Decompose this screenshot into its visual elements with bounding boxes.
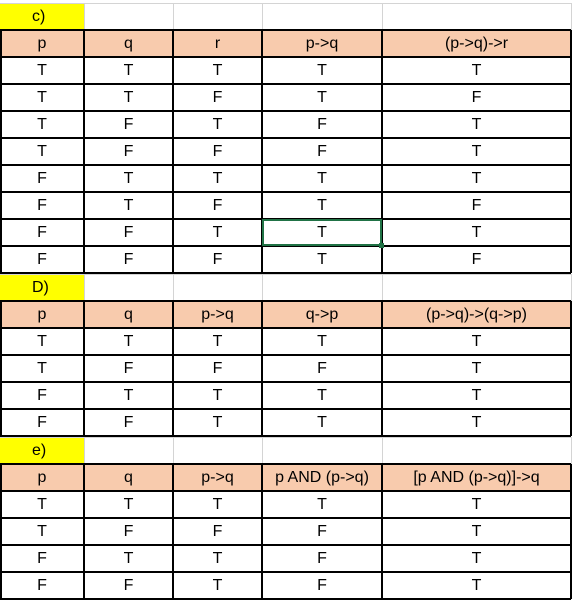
table-cell[interactable]: T — [471, 223, 482, 241]
column-header[interactable]: q — [84, 464, 173, 491]
column-header[interactable]: (p->q)->r — [382, 30, 571, 57]
table-cell[interactable]: F — [37, 169, 47, 187]
table-cell[interactable]: F — [212, 250, 223, 268]
table-cell[interactable]: T — [37, 359, 47, 377]
table-cell[interactable]: T — [212, 576, 223, 594]
table-cell[interactable]: T — [471, 61, 482, 79]
table-cell[interactable]: T — [212, 61, 223, 79]
table-cell[interactable]: F — [471, 196, 482, 214]
table-cell[interactable]: T — [123, 169, 134, 187]
column-header[interactable]: q->p — [262, 301, 382, 328]
table-cell[interactable]: T — [471, 495, 482, 513]
table-cell[interactable]: T — [37, 61, 47, 79]
table-cell[interactable]: T — [317, 413, 327, 431]
section-label[interactable]: D) — [0, 274, 84, 301]
table-cell[interactable]: F — [212, 522, 223, 540]
table-cell[interactable]: F — [317, 549, 327, 567]
table-cell[interactable]: F — [123, 576, 134, 594]
table-cell[interactable]: T — [212, 115, 223, 133]
table-cell[interactable]: T — [317, 332, 327, 350]
table-cell[interactable]: F — [123, 142, 134, 160]
table-cell[interactable]: T — [471, 549, 482, 567]
table-cell[interactable]: T — [471, 359, 482, 377]
table-cell[interactable]: T — [37, 495, 47, 513]
table-cell[interactable]: T — [212, 332, 223, 350]
column-header[interactable]: p->q — [173, 464, 262, 491]
table-cell[interactable]: T — [317, 169, 327, 187]
column-header[interactable]: p->q — [262, 30, 382, 57]
column-header[interactable]: q — [84, 30, 173, 57]
table-cell[interactable]: F — [123, 413, 134, 431]
table-cell[interactable]: F — [37, 576, 47, 594]
section-label[interactable]: e) — [0, 437, 84, 464]
table-cell[interactable]: T — [471, 413, 482, 431]
table-cell[interactable]: T — [212, 386, 223, 404]
table-cell[interactable]: F — [37, 386, 47, 404]
column-header[interactable]: p — [0, 30, 84, 57]
table-cell[interactable]: F — [471, 250, 482, 268]
column-header[interactable]: p — [0, 464, 84, 491]
table-cell[interactable]: T — [317, 61, 327, 79]
table-cell[interactable]: T — [317, 495, 327, 513]
table-cell[interactable]: T — [471, 576, 482, 594]
column-header[interactable]: p AND (p->q) — [262, 464, 382, 491]
table-cell[interactable]: T — [37, 142, 47, 160]
table-cell[interactable]: F — [37, 196, 47, 214]
table-cell[interactable]: T — [123, 61, 134, 79]
table-cell[interactable]: T — [317, 250, 327, 268]
fill-handle[interactable] — [379, 243, 384, 248]
table-cell[interactable]: T — [123, 88, 134, 106]
column-header[interactable]: (p->q)->(q->p) — [382, 301, 571, 328]
table-cell[interactable]: F — [123, 223, 134, 241]
table-cell[interactable]: T — [123, 196, 134, 214]
table-cell[interactable]: F — [123, 250, 134, 268]
table-cell[interactable]: T — [212, 413, 223, 431]
table-cell[interactable]: F — [317, 115, 327, 133]
table-cell[interactable]: T — [123, 495, 134, 513]
table-cell[interactable]: F — [37, 549, 47, 567]
table-cell[interactable]: T — [123, 332, 134, 350]
table-cell[interactable]: F — [212, 88, 223, 106]
column-header[interactable]: r — [173, 30, 262, 57]
table-cell[interactable]: T — [212, 169, 223, 187]
table-cell[interactable]: T — [37, 332, 47, 350]
table-cell[interactable]: F — [212, 359, 223, 377]
table-cell[interactable]: T — [212, 223, 223, 241]
table-cell[interactable]: T — [471, 142, 482, 160]
table-cell[interactable]: F — [37, 250, 47, 268]
column-header[interactable]: q — [84, 301, 173, 328]
table-cell[interactable]: F — [212, 196, 223, 214]
section-label[interactable]: c) — [0, 3, 84, 30]
table-cell[interactable]: F — [317, 142, 327, 160]
table-cell[interactable]: F — [317, 576, 327, 594]
column-header[interactable]: p — [0, 301, 84, 328]
table-cell[interactable]: T — [471, 386, 482, 404]
table-cell[interactable]: F — [471, 88, 482, 106]
table-cell[interactable]: T — [37, 115, 47, 133]
table-cell[interactable]: T — [471, 332, 482, 350]
table-cell[interactable]: T — [37, 522, 47, 540]
table-cell[interactable]: F — [37, 223, 47, 241]
table-cell[interactable]: T — [123, 386, 134, 404]
table-cell[interactable]: F — [123, 115, 134, 133]
table-cell[interactable]: T — [317, 88, 327, 106]
table-cell[interactable]: T — [471, 115, 482, 133]
table-cell[interactable]: F — [123, 359, 134, 377]
table-cell[interactable]: T — [317, 386, 327, 404]
table-cell[interactable]: T — [123, 549, 134, 567]
table-cell[interactable]: T — [212, 549, 223, 567]
table-cell[interactable]: F — [317, 359, 327, 377]
selected-cell[interactable]: T — [262, 219, 382, 246]
table-cell[interactable]: T — [317, 196, 327, 214]
table-cell[interactable]: F — [212, 142, 223, 160]
table-cell[interactable]: F — [37, 413, 47, 431]
table-cell[interactable]: T — [212, 495, 223, 513]
column-header[interactable]: [p AND (p->q)]->q — [382, 464, 571, 491]
column-header[interactable]: p->q — [173, 301, 262, 328]
table-cell[interactable]: T — [471, 169, 482, 187]
table-cell[interactable]: F — [123, 522, 134, 540]
table-cell[interactable]: T — [37, 88, 47, 106]
table-cell[interactable]: T — [471, 522, 482, 540]
table-cell[interactable]: F — [317, 522, 327, 540]
